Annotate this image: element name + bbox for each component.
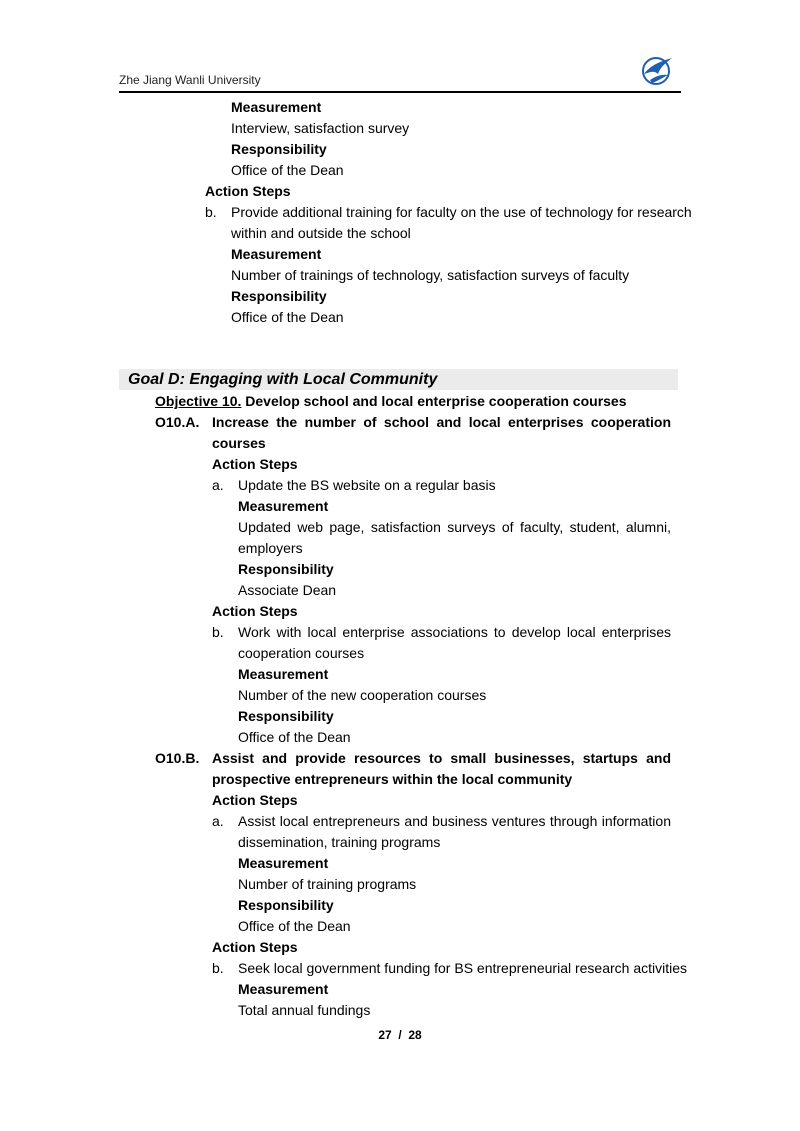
objective-title: Increase the number of school and local enterprises cooperation	[212, 414, 671, 430]
step-text: Update the BS website on a regular basis	[238, 477, 496, 493]
action-steps-heading: Action Steps	[212, 939, 298, 955]
objective-title: prospective entrepreneurs within the local community	[212, 771, 573, 787]
page-number: 27 / 28	[378, 1028, 422, 1042]
step-text: Assist local entrepreneurs and business ventures through information	[238, 813, 671, 829]
step-text: Provide additional training for faculty on the use of technology for research	[231, 204, 692, 220]
responsibility-heading: Responsibility	[231, 141, 327, 157]
measurement-heading: Measurement	[238, 855, 329, 871]
university-logo-icon	[638, 54, 676, 86]
measurement-text: Updated web page, satisfaction surveys of faculty, student, alumni,	[238, 519, 671, 535]
objective-text: Develop school and local enterprise cooperation courses	[241, 393, 627, 409]
header-divider	[119, 91, 681, 93]
objective-title: courses	[212, 435, 266, 451]
measurement-text: Interview, satisfaction survey	[231, 120, 410, 136]
responsibility-heading: Responsibility	[238, 897, 334, 913]
university-name: Zhe Jiang Wanli University	[119, 73, 261, 87]
responsibility-text: Associate Dean	[238, 582, 337, 598]
step-marker: b.	[212, 960, 224, 976]
measurement-heading: Measurement	[231, 246, 322, 262]
objective-code: O10.A.	[155, 414, 200, 430]
measurement-heading: Measurement	[238, 498, 329, 514]
step-marker: b.	[205, 204, 217, 220]
responsibility-text: Office of the Dean	[231, 162, 344, 178]
responsibility-heading: Responsibility	[231, 288, 327, 304]
action-steps-heading: Action Steps	[212, 792, 298, 808]
step-text: Seek local government funding for BS entrepreneurial research activities	[238, 960, 688, 976]
measurement-text: Number of training programs	[238, 876, 417, 892]
responsibility-text: Office of the Dean	[231, 309, 344, 325]
responsibility-text: Office of the Dean	[238, 729, 351, 745]
responsibility-heading: Responsibility	[238, 561, 334, 577]
responsibility-text: Office of the Dean	[238, 918, 351, 934]
step-text: cooperation courses	[238, 645, 365, 661]
measurement-text: employers	[238, 540, 303, 556]
measurement-heading: Measurement	[238, 981, 329, 997]
action-steps-heading: Action Steps	[212, 603, 298, 619]
step-text: Work with local enterprise associations to develop local enterprises	[238, 624, 671, 640]
measurement-heading: Measurement	[231, 99, 322, 115]
step-marker: a.	[212, 813, 224, 829]
measurement-text: Number of the new cooperation courses	[238, 687, 487, 703]
step-text: dissemination, training programs	[238, 834, 441, 850]
step-text: within and outside the school	[231, 225, 411, 241]
step-marker: b.	[212, 624, 224, 640]
action-steps-heading: Action Steps	[212, 456, 298, 472]
step-marker: a.	[212, 477, 224, 493]
action-steps-heading: Action Steps	[205, 183, 291, 199]
objective-code: O10.B.	[155, 750, 200, 766]
measurement-text: Number of trainings of technology, satisfaction surveys of faculty	[231, 267, 630, 283]
objective-title: Assist and provide resources to small businesses, startups and	[212, 750, 671, 766]
measurement-text: Total annual fundings	[238, 1002, 371, 1018]
measurement-heading: Measurement	[238, 666, 329, 682]
goal-title: Goal D: Engaging with Local Community	[128, 371, 438, 388]
responsibility-heading: Responsibility	[238, 708, 334, 724]
objective-label: Objective 10.	[155, 393, 242, 409]
objective-heading	[155, 391, 627, 412]
